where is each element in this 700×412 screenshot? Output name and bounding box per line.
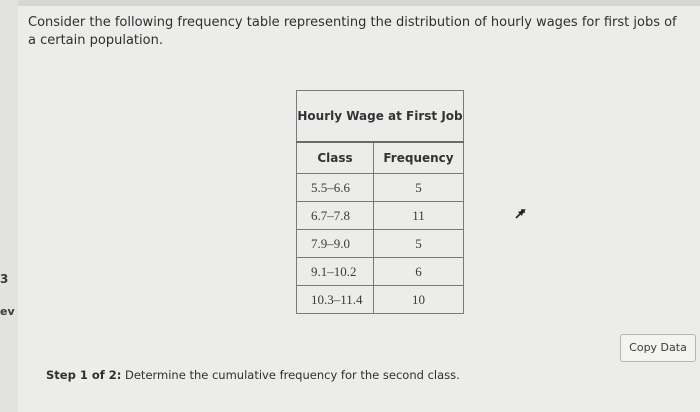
table-row — [297, 174, 464, 202]
class-cell: 6.7–7.8 — [297, 202, 374, 230]
class-cell: 10.3–11.4 — [297, 286, 374, 314]
column-header-frequency: Frequency — [374, 142, 464, 174]
frequency-cell: 5 — [374, 230, 464, 258]
mouse-pointer-icon — [514, 208, 526, 220]
column-header-class: Class — [297, 142, 374, 174]
copy-data-button[interactable]: Copy Data — [620, 334, 696, 362]
frequency-cell: 5 — [374, 174, 464, 202]
table-caption: Hourly Wage at First Job — [297, 91, 464, 143]
class-cell: 5.5–6.6 — [297, 174, 374, 202]
left-edge-mark: 3 — [0, 272, 9, 286]
table-row — [297, 202, 464, 230]
step-text: Determine the cumulative frequency for the second class. — [121, 368, 460, 382]
table-row — [297, 230, 464, 258]
table-row — [297, 258, 464, 286]
step-instruction — [46, 368, 460, 382]
left-edge-text: ev — [0, 305, 15, 318]
frequency-cell: 11 — [374, 202, 464, 230]
class-cell: 7.9–9.0 — [297, 230, 374, 258]
frequency-cell: 6 — [374, 258, 464, 286]
question-text: Consider the following frequency table representing the distribution of hourly wages for first jobs of a certain population. — [28, 15, 677, 48]
frequency-table — [296, 90, 464, 314]
table-row — [297, 286, 464, 314]
frequency-table-container — [296, 90, 466, 314]
class-cell: 9.1–10.2 — [297, 258, 374, 286]
left-sidebar-edge — [0, 0, 18, 412]
frequency-cell: 10 — [374, 286, 464, 314]
step-label: Step 1 of 2: — [46, 368, 122, 382]
